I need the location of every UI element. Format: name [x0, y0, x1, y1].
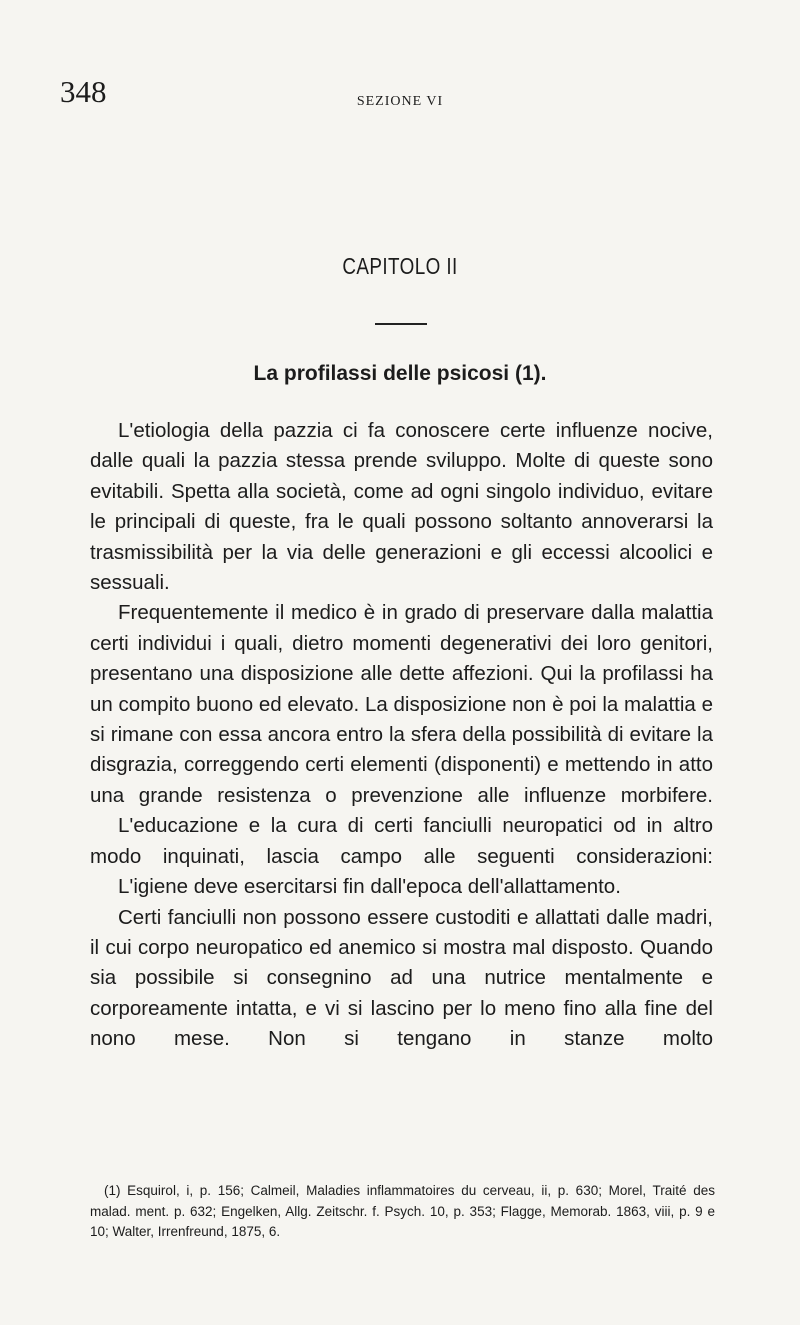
paragraph: Certi fanciulli non possono essere custoditi e allattati dalle madri, il cui corpo neuropatico ed anemico si mostra mal disposto. Quando sia possibile si consegnino ad una nutrice mentalmente e corporeamente intatta, e vi si lascino per lo meno fino alla fine del nono mese. Non si tengano in stanze molto	[90, 905, 713, 1051]
body-text	[90, 416, 713, 1055]
section-title: La profilassi delle psicosi (1).	[253, 362, 547, 385]
chapter-title: CAPITOLO II	[342, 253, 458, 279]
footnotes	[90, 1181, 715, 1243]
paragraph: L'educazione e la cura di certi fanciulli neuropatici od in altro modo inquinati, lascia campo alle seguenti considerazioni:	[90, 814, 713, 868]
paragraph: L'igiene deve esercitarsi fin dall'epoca dell'allattamento.	[118, 875, 621, 899]
page-number: 348	[60, 74, 107, 109]
title-rule	[375, 323, 427, 325]
footnote: (1) Esquirol, i, p. 156; Calmeil, Maladies inflammatoires du cerveau, ii, p. 630; Morel, Traité des malad. ment. p. 632; Engelken, Allg. Zeitschr. f. Psych. 10, p. 353; Flagge, Memorab. 1863, viii, p. 9 e 10; Walter, Irrenfreund, 1875, 6.	[90, 1183, 715, 1239]
running-head: SEZIONE VI	[356, 94, 444, 109]
paragraph: L'etiologia della pazzia ci fa conoscere certe influenze nocive, dalle quali la pazzia stessa prende sviluppo. Molte di queste sono evitabili. Spetta alla società, come ad ogni singolo individuo, evitare le principali di queste, fra le quali possono soltanto annoverarsi la trasmissibilità per la via delle generazioni e gli eccessi alcoolici e sessuali.	[90, 419, 713, 595]
paragraph: Frequentemente il medico è in grado di preservare dalla malattia certi individui i quali, dietro momenti degenerativi dei loro genitori, presentano una disposizione alle dette affezioni. Qui la profilassi ha un compito buono ed elevato. La disposizione non è poi la malattia e si rimane con essa ancora entro la sfera della possibilità di evitare la disgrazia, correggendo certi elementi (disponenti) e mettendo in atto una grande resistenza o prevenzione alle influenze morbifere.	[90, 601, 713, 807]
